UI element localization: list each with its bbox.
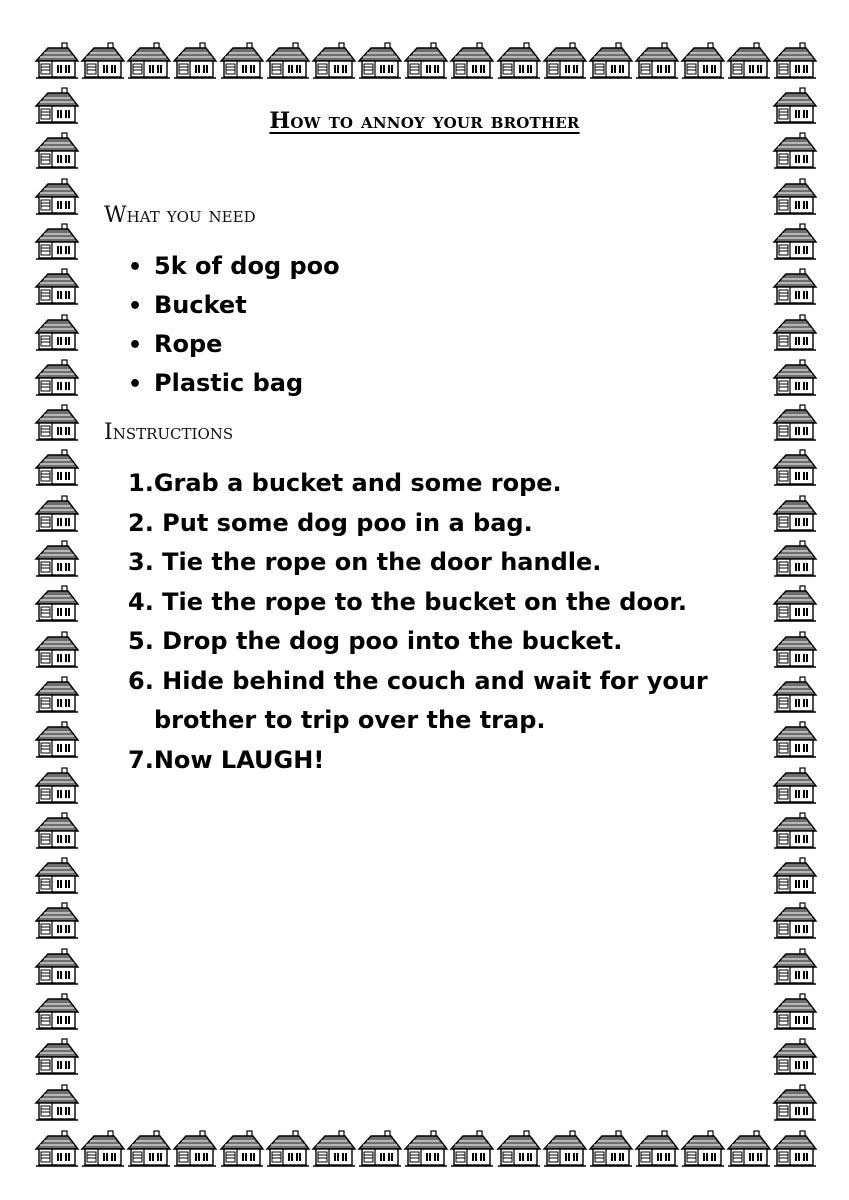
needs-list [128, 250, 340, 406]
bullet-icon: • [128, 255, 143, 280]
house-icon [403, 1128, 449, 1168]
list-item: • Rope [128, 328, 340, 367]
house-icon [357, 1128, 403, 1168]
house-icon [772, 40, 818, 80]
house-icon [772, 447, 818, 487]
step-item: 2. Put some dog poo in a bag. [128, 508, 533, 537]
house-icon [34, 221, 80, 261]
instructions-heading: Instructions [104, 420, 234, 445]
house-icon [634, 40, 680, 80]
house-icon [772, 629, 818, 669]
steps-list [128, 464, 748, 780]
house-icon [80, 1128, 126, 1168]
house-icon [726, 1128, 772, 1168]
bullet-icon: • [128, 372, 143, 397]
house-icon [34, 719, 80, 759]
house-icon [34, 312, 80, 352]
house-icon [34, 357, 80, 397]
step-continuation: brother to trip over the trap. [154, 706, 546, 734]
bullet-icon: • [128, 333, 143, 358]
step-item: 3. Tie the rope on the door handle. [128, 548, 602, 576]
house-icon [34, 946, 80, 986]
list-item: • Plastic bag [128, 367, 340, 406]
house-icon [34, 810, 80, 850]
house-icon [772, 312, 818, 352]
step-item: 1.Grab a bucket and some rope. [128, 469, 562, 497]
house-icon [265, 1128, 311, 1168]
house-icon [772, 583, 818, 623]
house-icon [34, 583, 80, 623]
list-item: • Bucket [128, 289, 340, 328]
house-icon [126, 40, 172, 80]
house-icon [80, 40, 126, 80]
house-icon [588, 40, 634, 80]
house-icon [772, 719, 818, 759]
house-icon [772, 538, 818, 578]
house-icon [219, 40, 265, 80]
house-icon [34, 900, 80, 940]
house-icon [357, 40, 403, 80]
house-icon [34, 629, 80, 669]
what-you-need-heading: What you need [104, 203, 256, 228]
house-icon [680, 40, 726, 80]
house-icon [726, 40, 772, 80]
house-icon [772, 221, 818, 261]
house-icon [34, 674, 80, 714]
house-icon [772, 357, 818, 397]
house-icon [34, 991, 80, 1031]
house-icon [172, 1128, 218, 1168]
house-icon [772, 765, 818, 805]
house-icon [403, 40, 449, 80]
house-icon [311, 1128, 357, 1168]
house-icon [34, 266, 80, 306]
house-icon [772, 130, 818, 170]
house-icon [219, 1128, 265, 1168]
house-icon [34, 447, 80, 487]
house-icon [542, 40, 588, 80]
house-icon [772, 1082, 818, 1122]
house-icon [772, 402, 818, 442]
house-icon [34, 538, 80, 578]
step-item: 5. Drop the dog poo into the bucket. [128, 627, 623, 655]
house-icon [772, 1036, 818, 1076]
step-item: 6. Hide behind the couch and wait for your brother to trip over the trap. [128, 662, 748, 741]
house-icon [772, 900, 818, 940]
house-icon [34, 765, 80, 805]
house-icon [34, 176, 80, 216]
house-icon [34, 402, 80, 442]
house-icon [34, 855, 80, 895]
house-icon [34, 40, 80, 80]
house-icon [772, 1128, 818, 1168]
house-icon [588, 1128, 634, 1168]
house-icon [34, 1128, 80, 1168]
house-icon [772, 946, 818, 986]
house-icon [772, 674, 818, 714]
house-icon [772, 493, 818, 533]
house-icon [126, 1128, 172, 1168]
house-icon [34, 1036, 80, 1076]
house-icon [311, 40, 357, 80]
step-item: 7.Now LAUGH! [128, 745, 325, 774]
house-icon [265, 40, 311, 80]
house-icon [496, 40, 542, 80]
house-icon [772, 176, 818, 216]
house-icon [772, 266, 818, 306]
step-item: 4. Tie the rope to the bucket on the door. [128, 587, 687, 616]
house-icon [634, 1128, 680, 1168]
house-icon [34, 1082, 80, 1122]
page-title: How to annoy your brother [269, 108, 580, 134]
list-item: • 5k of dog poo [128, 250, 340, 289]
house-icon [542, 1128, 588, 1168]
bullet-icon: • [128, 294, 143, 319]
house-icon [772, 855, 818, 895]
house-icon [680, 1128, 726, 1168]
house-icon [172, 40, 218, 80]
house-icon [772, 991, 818, 1031]
house-icon [34, 493, 80, 533]
house-icon [496, 1128, 542, 1168]
house-icon [449, 1128, 495, 1168]
house-icon [772, 810, 818, 850]
house-icon [449, 40, 495, 80]
house-icon [34, 130, 80, 170]
